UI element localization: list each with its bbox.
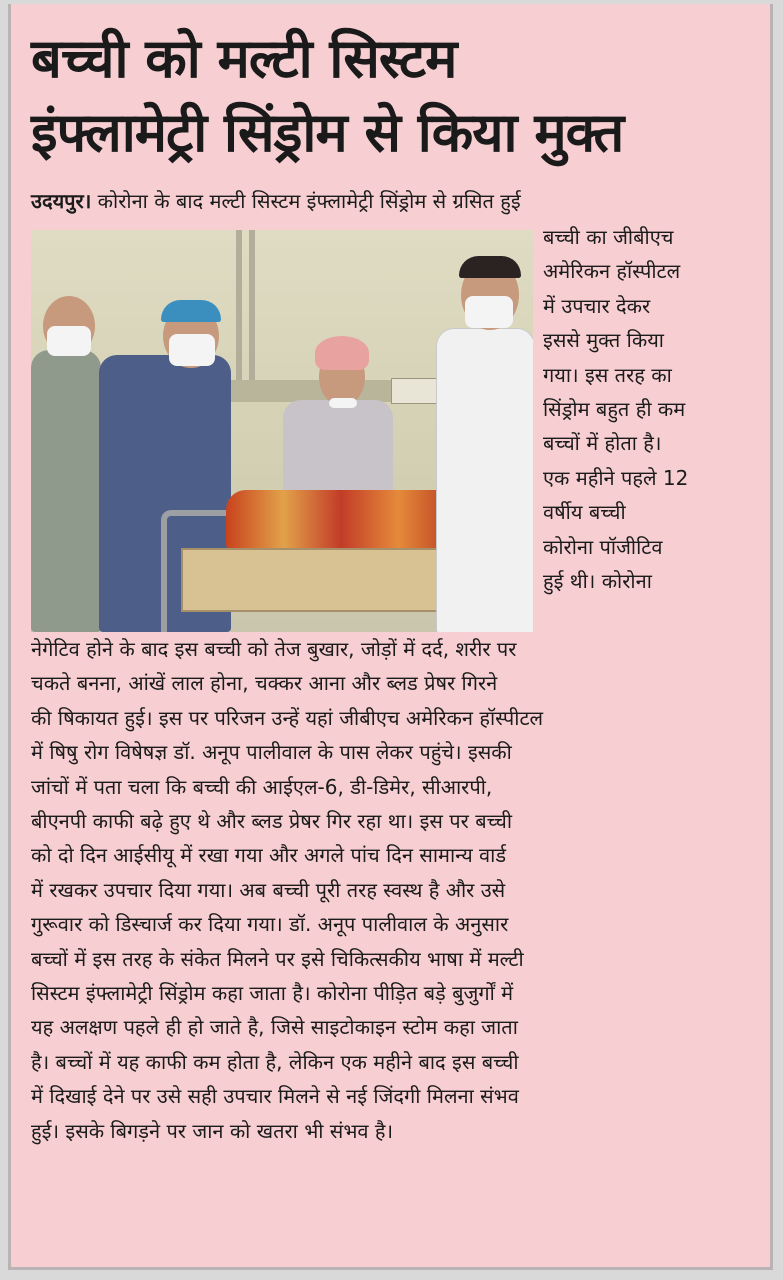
blanket <box>226 490 456 550</box>
headline-line-2: इंफ्लामेट्री सिंड्रोम से किया मुक्त <box>31 101 624 164</box>
article-first-line <box>31 184 761 218</box>
side-line: अमेरिकन हॉस्पीटल <box>543 259 681 284</box>
side-line: वर्षीय बच्ची <box>543 500 626 525</box>
side-line: इससे मुक्त किया <box>543 328 664 353</box>
side-line: में उपचार देकर <box>543 293 651 318</box>
body-line: की षिकायत हुई। इस पर परिजन उन्हें यहां जीबीएच अमेरिकन हॉस्पीटल <box>31 705 544 730</box>
body-line: नेगेटिव होने के बाद इस बच्ची को तेज बुखार, जोड़ों में दर्द, शरीर पर <box>31 637 517 661</box>
side-line: सिंड्रोम बहुत ही कम <box>543 397 686 422</box>
body-line: है। बच्चों में यह काफी कम होता है, लेकिन एक महीने बाद इस बच्ची <box>31 1049 519 1074</box>
body-line: में दिखाई देने पर उसे सही उपचार मिलने से नई जिंदगी मिलना संभव <box>31 1084 519 1109</box>
body-line: गुरूवार को डिस्चार्ज कर दिया गया। डॉ. अनूप पालीवाल के अनुसार <box>31 912 509 937</box>
body-line: बच्चों में इस तरह के संकेत मिलने पर इसे चिकित्सकीय भाषा में मल्टी <box>31 946 524 971</box>
headline-line-1: बच्ची को मल्टी सिस्टम <box>31 27 457 90</box>
side-line: गया। इस तरह का <box>543 362 672 387</box>
newspaper-clipping <box>8 4 773 1270</box>
side-column <box>543 220 765 598</box>
first-line-text: कोरोना के बाद मल्टी सिस्टम इंफ्लामेट्री सिंड्रोम से ग्रसित हुई <box>97 189 521 213</box>
side-line: बच्चों में होता है। <box>543 431 662 456</box>
body-line: हुई। इसके बिगड़ने पर जान को खतरा भी संभव है। <box>31 1118 394 1143</box>
article-photo <box>31 230 533 632</box>
body-line: यह अलक्षण पहले ही हो जाते है, जिसे साइटोकाइन स्टोम कहा जाता <box>31 1015 518 1040</box>
body-line: बीएनपी काफी बढ़े हुए थे और ब्लड प्रेषर गिर रहा था। इस पर बच्ची <box>31 809 513 834</box>
body-line: में रखकर उपचार दिया गया। अब बच्ची पूरी तरह स्वस्थ है और उसे <box>31 877 506 902</box>
wall-pipe <box>249 230 255 380</box>
side-line: हुई थी। कोरोना <box>543 569 652 594</box>
dateline: उदयपुर। <box>31 189 92 213</box>
body-line: में षिषु रोग विषेषज्ञ डॉ. अनूप पालीवाल के पास लेकर पहुंचे। इसकी <box>31 740 512 765</box>
headline <box>31 22 761 170</box>
body-line: चकते बनना, आंखें लाल होना, चक्कर आना और ब्लड प्रेषर गिरने <box>31 671 498 696</box>
bed-footboard <box>181 548 475 612</box>
side-line: कोरोना पॉजीटिव <box>543 534 663 559</box>
body-line: सिस्टम इंफ्लामेट्री सिंड्रोम कहा जाता है। कोरोना पीड़ित बड़े बुजुर्गों में <box>31 981 514 1006</box>
side-line: बच्ची का जीबीएच <box>543 225 674 249</box>
body-line: को दो दिन आईसीयू में रखा गया और अगले पांच दिन सामान्य वार्ड <box>31 843 507 868</box>
side-line: एक महीने पहले 12 <box>543 465 689 490</box>
article-body <box>31 632 761 1148</box>
wall-pipe <box>236 230 242 380</box>
body-line: जांचों में पता चला कि बच्ची की आईएल-6, डी-डिमेर, सीआरपी, <box>31 774 493 799</box>
